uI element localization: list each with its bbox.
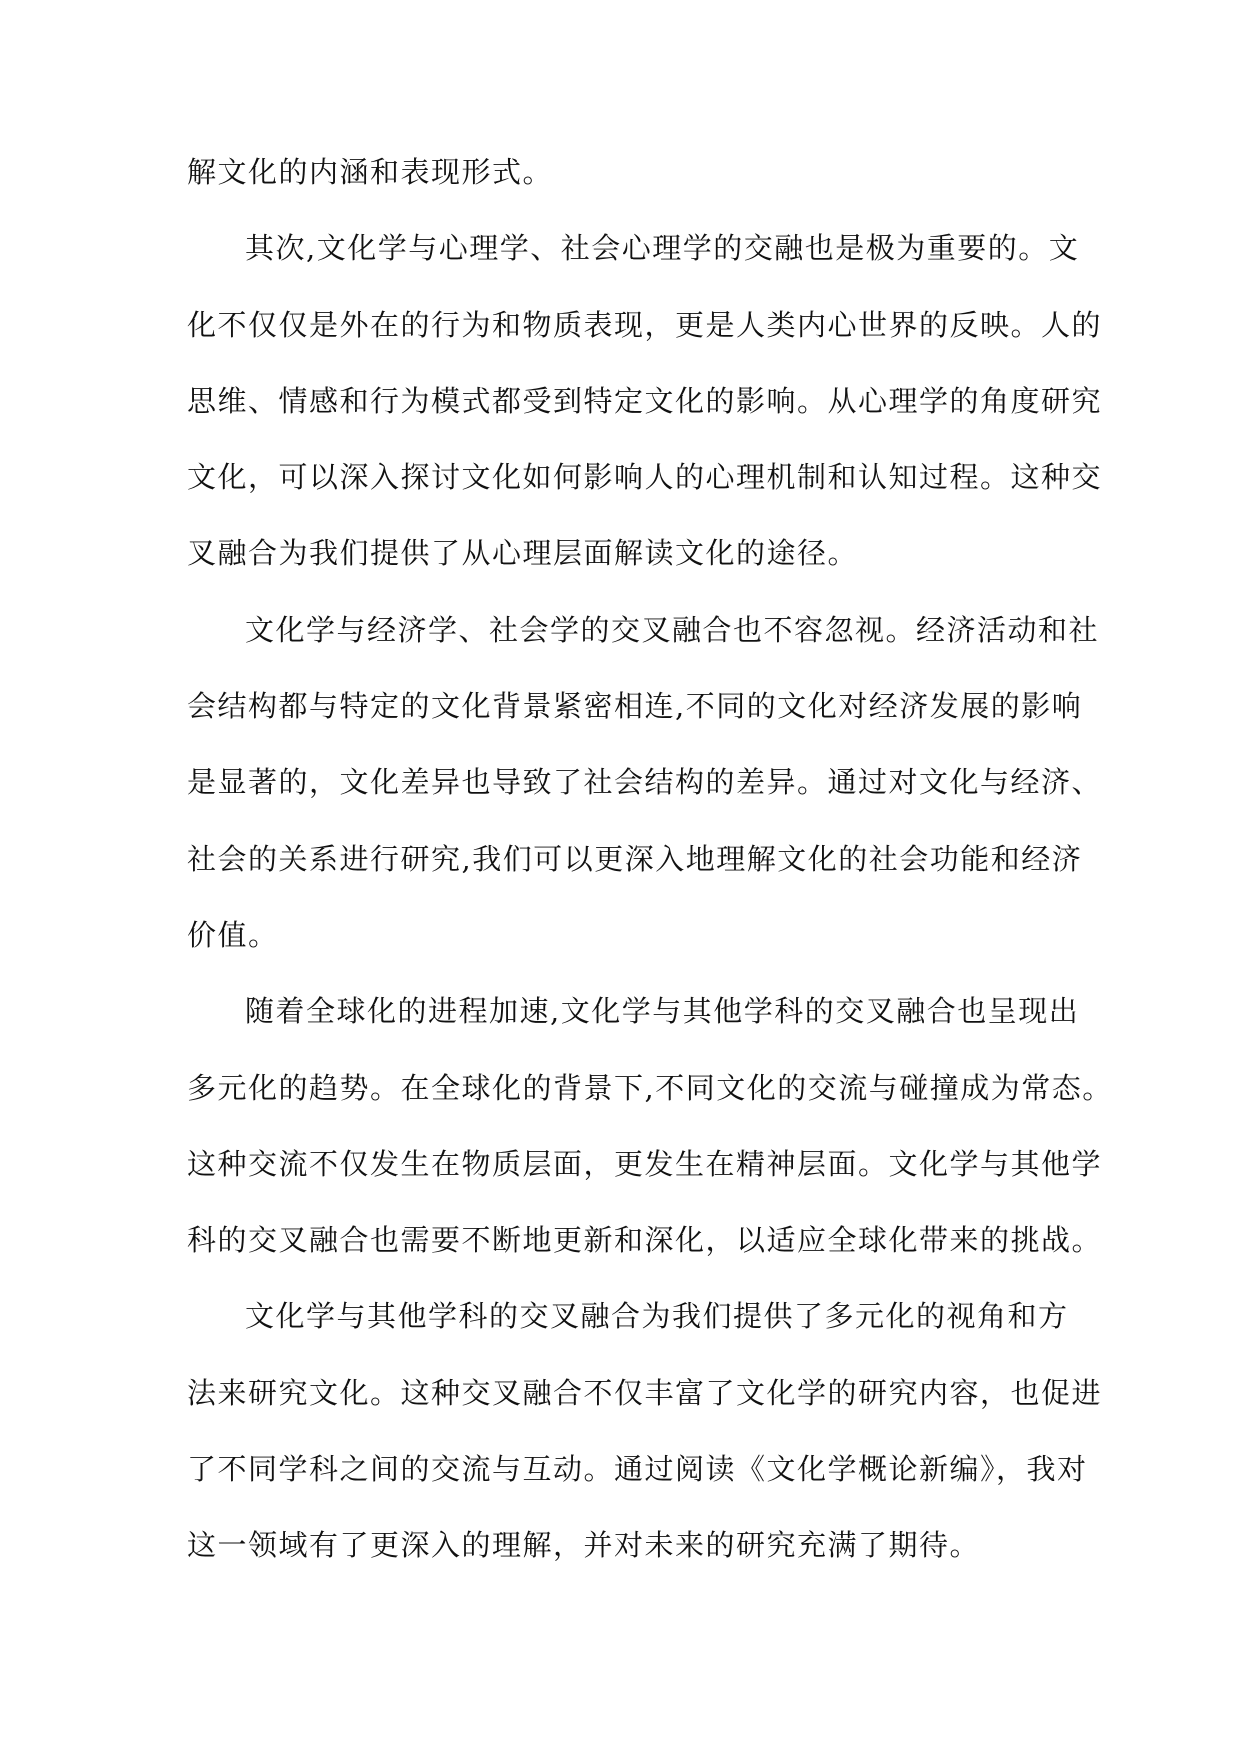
- text-line: 化不仅仅是外在的行为和物质表现，更是人类内心世界的反映。人的: [187, 307, 1103, 342]
- document-body: [187, 148, 1113, 1598]
- text-line: 这种交流不仅发生在物质层面，更发生在精神层面。文化学与其他学: [187, 1146, 1103, 1181]
- text-line: 社会的关系进行研究,我们可以更深入地理解文化的社会功能和经济: [187, 841, 1083, 876]
- text-line: 科的交叉融合也需要不断地更新和深化，以适应全球化带来的挑战。: [187, 1223, 1103, 1258]
- text-line: 法来研究文化。这种交叉融合不仅丰富了文化学的研究内容，也促进: [187, 1375, 1103, 1410]
- text-line: 文化，可以深入探讨文化如何影响人的心理机制和认知过程。这种交: [187, 460, 1103, 495]
- text-line: 是显著的，文化差异也导致了社会结构的差异。通过对文化与经济、: [187, 765, 1103, 800]
- text-line: 价值。: [187, 917, 279, 952]
- text-line: 随着全球化的进程加速,文化学与其他学科的交叉融合也呈现出: [245, 994, 1080, 1029]
- text-line: 文化学与经济学、社会学的交叉融合也不容忽视。经济活动和社: [245, 612, 1100, 647]
- text-line: 思维、情感和行为模式都受到特定文化的影响。从心理学的角度研究: [187, 383, 1103, 418]
- text-line: 文化学与其他学科的交叉融合为我们提供了多元化的视角和方: [245, 1299, 1069, 1334]
- text-line: 解文化的内涵和表现形式。: [187, 155, 554, 189]
- text-line: 叉融合为我们提供了从心理层面解读文化的途径。: [187, 536, 859, 571]
- text-line: 这一领域有了更深入的理解，并对未来的研究充满了期待。: [187, 1528, 981, 1563]
- text-line: 了不同学科之间的交流与互动。通过阅读《文化学概论新编》，我对: [187, 1452, 1088, 1487]
- text-line: 其次,文化学与心理学、社会心理学的交融也是极为重要的。文: [245, 231, 1080, 266]
- text-line: 多元化的趋势。在全球化的背景下,不同文化的交流与碰撞成为常态。: [187, 1070, 1113, 1105]
- text-line: 会结构都与特定的文化背景紧密相连,不同的文化对经济发展的影响: [187, 689, 1083, 724]
